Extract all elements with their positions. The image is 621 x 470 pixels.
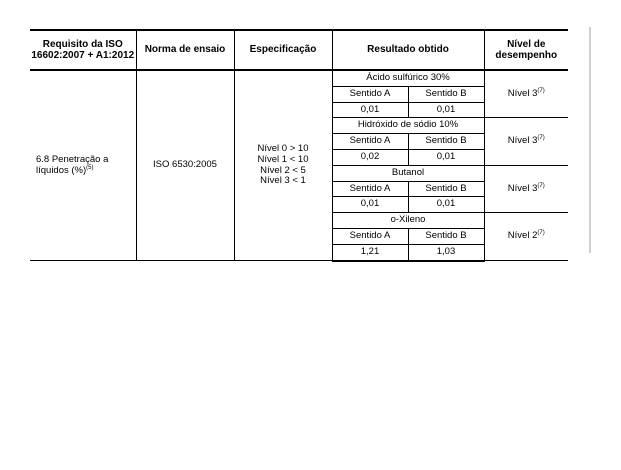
level-cell — [484, 118, 568, 165]
direction-b-value: 1,03 — [408, 244, 484, 260]
substance-name: Hidróxido de sódio 10% — [332, 118, 484, 134]
spec-line: Nível 3 < 1 — [260, 175, 306, 187]
header-norma: Norma de ensaio — [136, 30, 234, 70]
penetration-results-table — [30, 29, 568, 262]
header-row — [30, 30, 568, 70]
level-footnote: (7) — [537, 87, 545, 94]
direction-b-label: Sentido B — [408, 86, 484, 102]
direction-b-label: Sentido B — [408, 181, 484, 197]
direction-a-value: 1,21 — [332, 244, 408, 260]
substance-name: o-Xileno — [332, 213, 484, 229]
spec-line: Nível 0 > 10 — [257, 142, 309, 154]
direction-b-label: Sentido B — [408, 228, 484, 244]
norma-cell: ISO 6530:2005 — [136, 70, 234, 261]
substance-name: Butanol — [332, 165, 484, 181]
page-edge-divider — [589, 27, 591, 253]
level-footnote: (7) — [537, 182, 545, 189]
direction-a-label: Sentido A — [332, 228, 408, 244]
direction-a-label: Sentido A — [332, 86, 408, 102]
direction-b-value: 0,01 — [408, 102, 484, 118]
table-row — [30, 70, 568, 86]
direction-b-value: 0,01 — [408, 149, 484, 165]
direction-a-label: Sentido A — [332, 134, 408, 150]
substance-name: Ácido sulfúrico 30% — [332, 70, 484, 86]
header-requisito: Requisito da ISO 16602:2007 + A1:2012 — [30, 30, 136, 70]
direction-b-value: 0,01 — [408, 197, 484, 213]
level-value: Nível 2 — [507, 230, 538, 242]
spec-line: Nível 1 < 10 — [257, 153, 309, 165]
level-value: Nível 3 — [507, 87, 538, 99]
spec-line: Nível 2 < 5 — [260, 164, 306, 176]
header-resultado: Resultado obtido — [332, 30, 484, 70]
requisito-footnote: (5) — [86, 164, 94, 171]
header-nivel: Nível de desempenho — [484, 30, 568, 70]
direction-a-label: Sentido A — [332, 181, 408, 197]
direction-b-label: Sentido B — [408, 134, 484, 150]
level-footnote: (7) — [537, 230, 545, 236]
level-cell — [484, 165, 568, 212]
level-footnote: (7) — [537, 134, 545, 141]
level-value: Nível 3 — [507, 182, 538, 194]
header-especificacao: Especificação — [234, 30, 332, 70]
requisito-cell — [30, 70, 136, 261]
direction-a-value: 0,01 — [332, 197, 408, 213]
level-value: Nível 3 — [507, 135, 538, 147]
level-cell — [484, 70, 568, 118]
requisito-text: 6.8 Penetração a líquidos (%) — [36, 153, 109, 176]
level-cell — [484, 213, 568, 261]
direction-a-value: 0,02 — [332, 149, 408, 165]
especificacao-cell — [234, 70, 332, 261]
direction-a-value: 0,01 — [332, 102, 408, 118]
